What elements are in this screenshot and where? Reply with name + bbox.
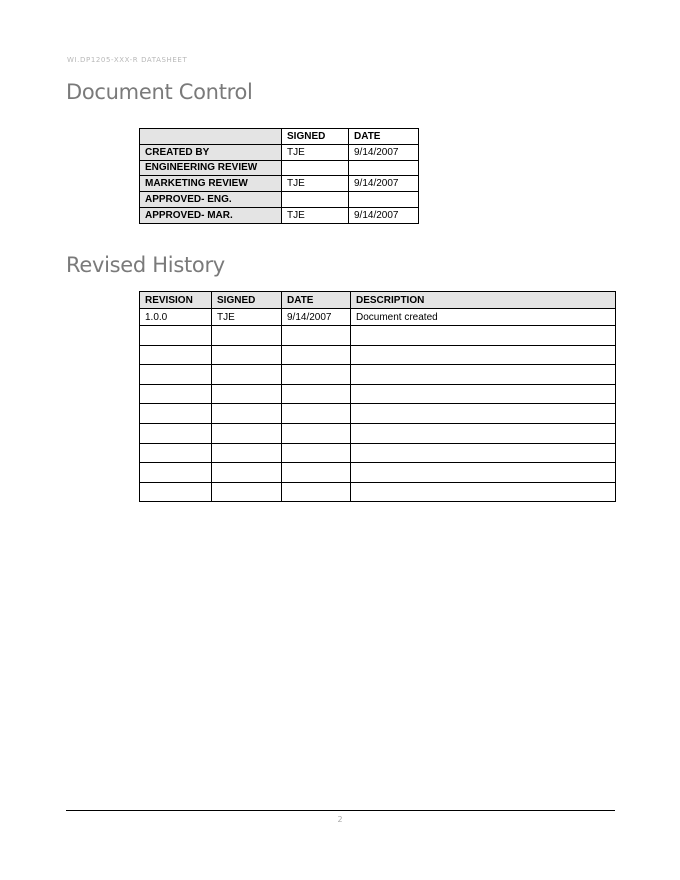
date-cell [282,345,351,365]
row-label: MARKETING REVIEW [140,176,282,192]
description-cell [351,423,616,443]
signed-cell [212,326,282,346]
date-cell: 9/14/2007 [349,207,419,223]
footer-divider [66,810,615,811]
date-cell [282,384,351,404]
column-header-label [140,129,282,145]
date-cell [282,463,351,483]
revision-cell [140,463,212,483]
date-cell [282,365,351,385]
description-cell: Document created [351,309,616,326]
table-row [140,309,616,326]
document-control-title: Document Control [66,80,253,104]
table-row [140,207,419,223]
description-cell [351,345,616,365]
table-row [140,404,616,424]
signed-cell: TJE [282,176,349,192]
description-cell [351,326,616,346]
revision-cell [140,482,212,502]
signed-cell [212,365,282,385]
column-header-date: DATE [282,292,351,309]
table-header-row [140,129,419,145]
table-row [140,443,616,463]
description-cell [351,443,616,463]
date-cell [282,326,351,346]
revision-cell [140,443,212,463]
date-cell [282,423,351,443]
table-row [140,326,616,346]
revision-cell [140,345,212,365]
table-row [140,345,616,365]
signed-cell [212,463,282,483]
table-row [140,365,616,385]
signed-cell [212,345,282,365]
description-cell [351,404,616,424]
table-row [140,423,616,443]
table-row [140,176,419,192]
table-row [140,482,616,502]
date-cell: 9/14/2007 [282,309,351,326]
column-header-revision: REVISION [140,292,212,309]
document-header-label: WI.DP1205-XXX-R DATASHEET [67,56,188,64]
signed-cell [212,384,282,404]
date-cell: 9/14/2007 [349,176,419,192]
revision-cell [140,423,212,443]
column-header-signed: SIGNED [212,292,282,309]
signed-cell [212,404,282,424]
signed-cell [212,423,282,443]
date-cell [282,404,351,424]
description-cell [351,482,616,502]
date-cell [349,192,419,208]
table-row [140,384,616,404]
signed-cell: TJE [282,144,349,160]
table-row [140,160,419,176]
signed-cell [212,443,282,463]
row-label: ENGINEERING REVIEW [140,160,282,176]
description-cell [351,365,616,385]
table-row [140,144,419,160]
column-header-date: DATE [349,129,419,145]
row-label: APPROVED- MAR. [140,207,282,223]
date-cell [282,482,351,502]
page-number: 2 [337,815,343,824]
revised-history-table [139,291,616,502]
revised-history-title: Revised History [66,253,225,277]
revision-cell [140,365,212,385]
row-label: CREATED BY [140,144,282,160]
table-header-row [140,292,616,309]
column-header-description: DESCRIPTION [351,292,616,309]
signed-cell [282,192,349,208]
description-cell [351,384,616,404]
description-cell [351,463,616,483]
row-label: APPROVED- ENG. [140,192,282,208]
signed-cell: TJE [212,309,282,326]
table-row [140,463,616,483]
revision-cell: 1.0.0 [140,309,212,326]
revision-cell [140,384,212,404]
column-header-signed: SIGNED [282,129,349,145]
signed-cell: TJE [282,207,349,223]
signed-cell [282,160,349,176]
date-cell [282,443,351,463]
date-cell: 9/14/2007 [349,144,419,160]
revision-cell [140,404,212,424]
date-cell [349,160,419,176]
signed-cell [212,482,282,502]
revision-cell [140,326,212,346]
table-row [140,192,419,208]
document-control-table [139,128,419,224]
